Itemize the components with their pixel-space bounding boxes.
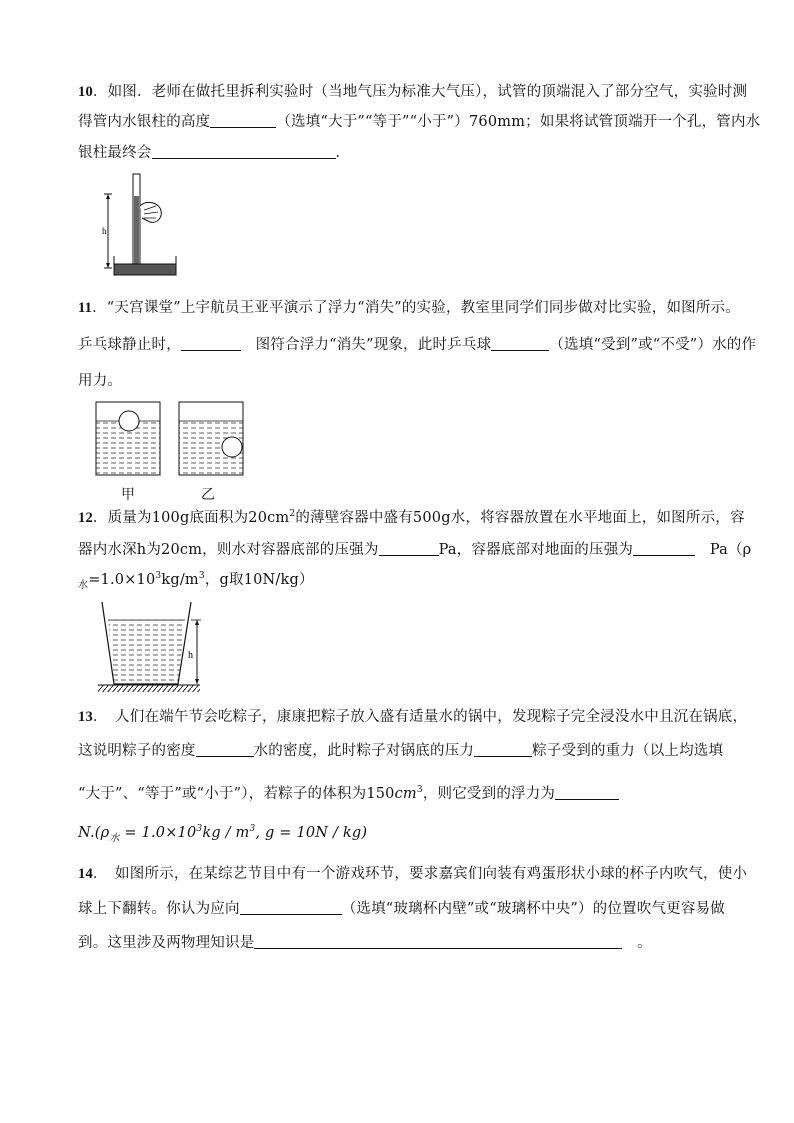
ping-pong-ball-submerged bbox=[222, 437, 242, 457]
answer-blank[interactable] bbox=[210, 112, 276, 128]
answer-blank[interactable] bbox=[491, 335, 549, 351]
answer-blank[interactable] bbox=[474, 741, 532, 757]
caption-jia: 甲 bbox=[121, 487, 135, 503]
answer-blank[interactable] bbox=[152, 143, 336, 159]
q13-line-3: “大于”、“等于”或“小于”），若粽子的体积为$150cm^3$，则它受到的浮力为 bbox=[78, 784, 619, 804]
q14-line-3: 到。这里涉及两物理知识是 。 bbox=[78, 935, 652, 951]
q13-line-1: 13． 人们在端午节会吃粽子，康康把粽子放入盛有适量水的锅中，发现粽子完全浸没水中且沉在锅底， bbox=[78, 709, 748, 725]
q12-line-3: $_水=1.0\times 10^3kg/m^3$，g取10N/kg） bbox=[78, 571, 314, 591]
q11-line-1: 11．“天宫课堂”上宇航员王亚平演示了浮力“消失”的实验，教室里同学们同步做对比实验，如图所示。 bbox=[78, 300, 740, 316]
answer-blank[interactable] bbox=[379, 540, 439, 556]
q12-line-1: 12．质量为100g底面积为$20cm^2$的薄壁容器中盛有500g水，将容器放置在水平地面上，如图所示，容 bbox=[78, 509, 745, 526]
q14-line-2: 球上下翻转。你认为应向 （选填“玻璃杯内壁”或“玻璃杯中央”）的位置吹气更容易做 bbox=[78, 901, 725, 917]
q12-line-2: 器内水深h为20cm，则水对容器底部的压强为 Pa，容器底部对地面的压强为 Pa（ρ bbox=[78, 542, 752, 558]
q11-line-3: 用力。 bbox=[78, 373, 123, 389]
answer-blank[interactable] bbox=[181, 335, 241, 351]
q10-line-2: 得管内水银柱的高度 （选填“大于”“等于”“小于”）760mm；如果将试管顶端开一个孔，管内水 bbox=[78, 114, 761, 130]
q13-line-2: 这说明粽子的密度 水的密度，此时粽子对锅底的压力 粽子受到的重力（以上均选填 bbox=[78, 743, 724, 759]
answer-blank[interactable] bbox=[633, 540, 695, 556]
hand-icon bbox=[140, 202, 161, 222]
q10-line-3: 银柱最终会 ． bbox=[78, 145, 351, 161]
q10-line-1: 10．如图．老师在做托里拆利实验时（当地气压为标准大气压），试管的顶端混入了部分空气，实验时测 bbox=[78, 84, 748, 100]
ping-pong-ball-floating bbox=[119, 411, 139, 431]
q13-line-4: $N.(\rho_水 = 1.0\times 10^3kg / m^3$, g = 10N / kg) bbox=[78, 824, 368, 844]
answer-blank[interactable] bbox=[240, 899, 342, 915]
caption-yi: 乙 bbox=[201, 487, 215, 503]
question-number: 14 bbox=[78, 866, 93, 882]
question-number: 12 bbox=[78, 510, 93, 526]
height-label: h bbox=[102, 226, 107, 236]
answer-blank[interactable] bbox=[196, 741, 254, 757]
question-number: 13 bbox=[78, 709, 93, 725]
torricelli-tube-figure bbox=[96, 172, 180, 276]
tapered-container-figure bbox=[96, 598, 202, 696]
question-number: 11 bbox=[78, 300, 93, 316]
ping-pong-beakers-figure bbox=[94, 401, 246, 477]
depth-label: h bbox=[188, 650, 193, 661]
q11-line-2: 乒乓球静止时， 图符合浮力“消失”现象，此时乒乓球 （选填“受到”或“不受”）水的作 bbox=[78, 337, 757, 353]
answer-blank[interactable] bbox=[555, 784, 619, 800]
answer-blank[interactable] bbox=[254, 933, 622, 949]
q14-line-1: 14． 如图所示，在某综艺节目中有一个游戏环节，要求嘉宾们向装有鸡蛋形状小球的杯子内吹气，使小 bbox=[78, 866, 748, 882]
question-number: 10 bbox=[78, 84, 93, 100]
